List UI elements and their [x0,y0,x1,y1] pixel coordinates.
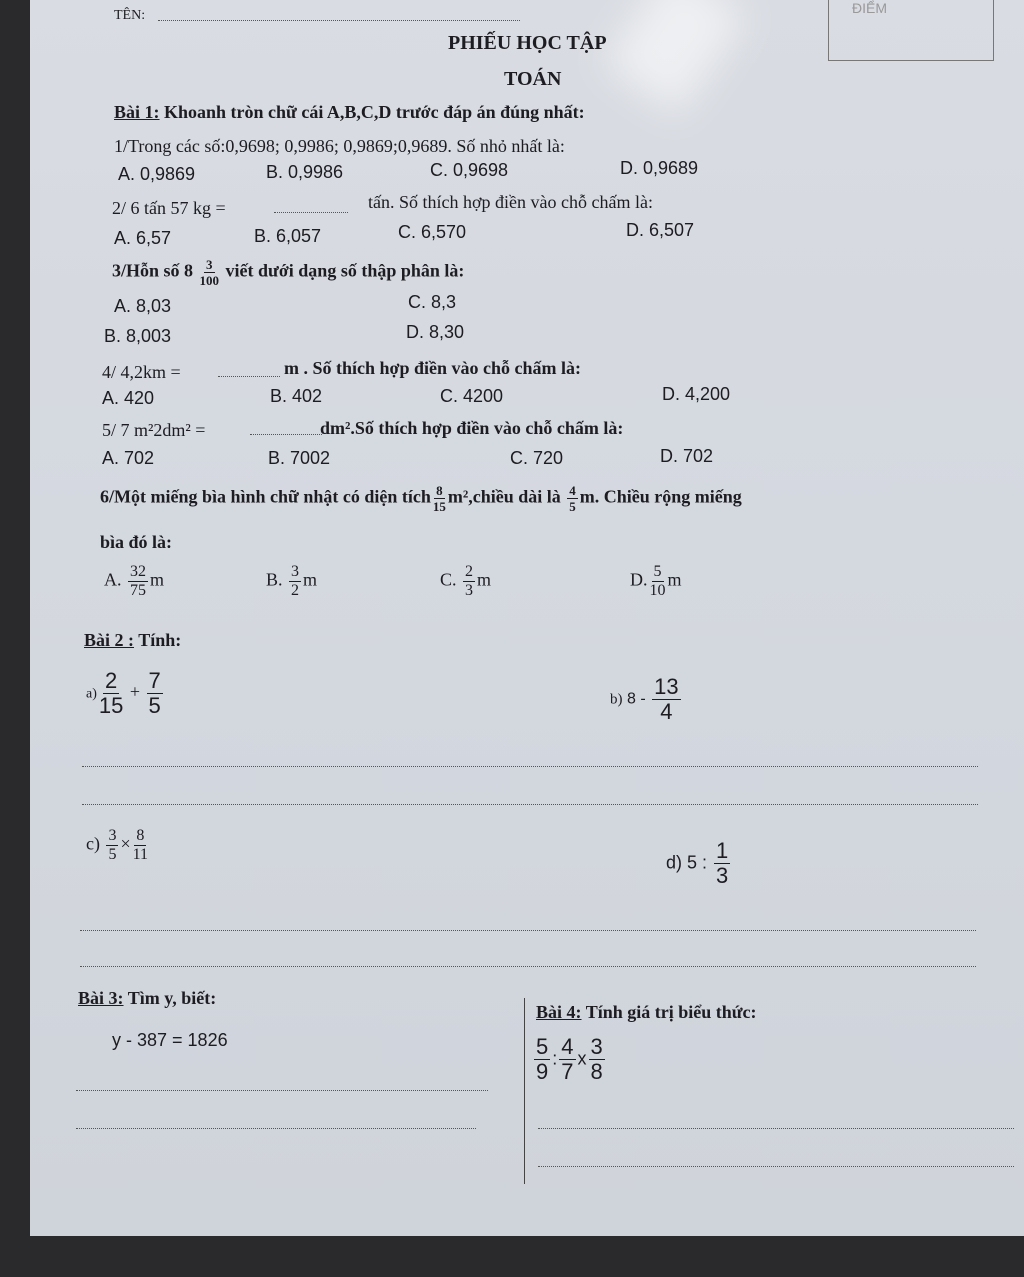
q6-text1: 6/Một miếng bìa hình chữ nhật có diện tích [100,486,431,507]
q5-prefix: 5/ 7 m²2dm² = [102,420,206,440]
bai4-line [536,1002,757,1023]
bai4-frac1 [534,1036,550,1083]
q6-d-num: 5 [653,563,662,580]
bai2-c [86,828,150,863]
q3-frac-den: 100 [199,273,220,288]
q6-area-fraction [433,484,446,513]
q3-suffix: viết dưới dạng số thập phân là: [225,260,465,281]
name-label: TÊN: [114,8,146,23]
q6-option-a[interactable] [104,564,164,599]
bai2-d-frac [714,840,730,887]
bai3-line [78,988,216,1009]
q3-option-c[interactable]: C. 8,3 [408,292,457,312]
q6-c-fraction [463,564,475,599]
q3-fraction [200,258,220,287]
bai1-instruction: Khoanh tròn chữ cái A,B,C,D trước đáp án đúng nhất: [164,102,585,122]
bai4-expression [532,1036,607,1083]
q4-option-a[interactable]: A. 420 [102,388,155,408]
q5-option-d[interactable]: D. 702 [660,446,714,466]
q5-option-c[interactable]: C. 720 [510,448,564,468]
q6-length-num: 4 [569,483,576,498]
q3-option-b[interactable]: B. 8,003 [104,326,172,346]
q6-a-label: A. [104,569,122,590]
q1-option-d[interactable]: D. 0,9689 [620,158,699,178]
bai2-b-frac [652,676,680,723]
q6-d-label: D. [630,569,648,590]
answer-line[interactable] [76,1128,476,1129]
page-title: PHIẾU HỌC TẬP [448,32,607,54]
q6-a-fraction [128,564,148,599]
answer-line[interactable] [82,804,978,805]
q3-option-d[interactable]: D. 8,30 [406,322,465,342]
bai4-heading: Bài 4: [536,1002,582,1022]
q6-option-c[interactable] [440,564,491,599]
bai2-a-frac2-num: 7 [148,668,161,693]
bai4-frac1-num: 5 [536,1034,549,1059]
q6-d-fraction [650,564,666,599]
bai4-frac3 [589,1036,605,1083]
worksheet-page [30,0,1024,1236]
bai2-a-op: + [129,681,141,702]
q2-option-b[interactable]: B. 6,057 [254,226,322,246]
q5-blank [250,434,322,435]
score-label: ĐIỂM [852,0,887,16]
q4-suffix: m . Số thích hợp điền vào chỗ chấm là: [284,358,581,378]
bai2-c-frac1-num: 3 [108,827,117,844]
answer-line[interactable] [80,966,976,967]
answer-line[interactable] [538,1166,1014,1167]
bai4-frac3-num: 3 [590,1034,603,1059]
q4-option-d[interactable]: D. 4,200 [662,384,731,404]
q5-option-a[interactable]: A. 702 [102,448,155,468]
bai2-a-frac1-den: 15 [98,693,124,718]
q1-option-c[interactable]: C. 0,9698 [430,160,509,180]
bai4-frac3-den: 8 [590,1059,603,1084]
bai4-frac2 [559,1036,575,1083]
q5-option-b[interactable]: B. 7002 [268,448,331,468]
bai4-op1: : [552,1048,558,1069]
bai2-a-frac1 [99,670,123,717]
bai4-frac2-den: 7 [561,1059,574,1084]
bai2-heading: Bài 2 : [84,630,135,650]
bai2-b [610,676,683,723]
bai2-a-frac2 [147,670,163,717]
q6-text3: m. Chiều rộng miếng [579,486,742,507]
q6-option-b[interactable] [266,564,317,599]
q6-line1 [100,484,742,513]
column-divider [524,998,525,1184]
q3-option-a[interactable]: A. 8,03 [114,296,172,316]
name-line [158,20,520,21]
bai1-heading: Bài 1: [114,102,160,122]
bai2-c-frac2 [133,828,148,863]
bai4-op2: x [577,1048,587,1069]
q3-prefix: 3/Hỗn số 8 [112,260,194,281]
q2-blank [274,212,348,213]
bai2-d [666,840,732,887]
bai4-frac1-den: 9 [536,1059,549,1084]
q2-option-d[interactable]: D. 6,507 [626,220,695,240]
q1-option-b[interactable]: B. 0,9986 [266,162,344,182]
bai2-line [84,630,181,651]
bai2-b-frac-den: 4 [660,699,673,724]
q6-b-unit: m [303,569,318,590]
bai3-equation: y - 387 = 1826 [112,1030,228,1050]
q6-length-den: 5 [569,499,576,514]
q6-a-unit: m [150,569,165,590]
q6-a-num: 32 [130,563,146,580]
q6-c-den: 3 [465,582,474,599]
bai2-d-frac-den: 3 [716,863,729,888]
q4-blank [218,376,280,377]
q6-c-unit: m [477,569,492,590]
bai4-title: Tính giá trị biểu thức: [585,1002,757,1022]
bai1-line [114,102,585,123]
bai2-c-label: c) [86,833,100,854]
bai2-c-op: × [120,833,131,854]
q3-frac-num: 3 [206,257,213,272]
q6-option-d[interactable] [630,564,682,599]
q2-option-a[interactable]: A. 6,57 [114,228,172,248]
bai2-a-label: a) [86,686,97,702]
q2-option-c[interactable]: C. 6,570 [398,222,467,242]
answer-line[interactable] [82,766,978,767]
answer-line[interactable] [76,1090,488,1091]
bai2-c-frac1 [106,828,118,863]
q6-text2: m²,chiều dài là [447,486,561,507]
subject-title: TOÁN [504,68,562,90]
q1-text: 1/Trong các số:0,9698; 0,9986; 0,9869;0,9689. Số nhỏ nhất là: [114,136,565,156]
bai2-a [86,670,165,717]
bai3-title: Tìm y, biết: [127,988,217,1008]
q6-b-den: 2 [291,582,300,599]
bai2-c-frac1-den: 5 [108,846,117,863]
bai2-b-whole: 8 - [627,690,646,708]
q3-line [112,258,464,287]
q6-area-num: 8 [436,483,443,498]
q4-option-c[interactable]: C. 4200 [440,386,504,406]
q1-option-a[interactable]: A. 0,9869 [118,164,196,184]
answer-line[interactable] [80,930,976,931]
bai2-a-frac1-num: 2 [105,668,118,693]
q6-b-fraction [289,564,301,599]
q6-c-label: C. [440,569,457,590]
bai2-d-frac-num: 1 [716,838,729,863]
q6-length-fraction [567,484,578,513]
bai2-d-label: d) 5 : [666,852,708,873]
q4-prefix: 4/ 4,2km = [102,362,181,382]
q6-a-den: 75 [130,582,146,599]
q6-line2: bìa đó là: [100,532,173,552]
q6-d-unit: m [667,569,682,590]
q5-suffix: dm².Số thích hợp điền vào chỗ chấm là: [320,418,624,438]
bai2-b-label: b) [610,691,623,708]
q2-suffix: tấn. Số thích hợp điền vào chỗ chấm là: [368,192,653,212]
q6-b-label: B. [266,569,283,590]
q6-area-den: 15 [432,499,446,514]
q2-prefix: 2/ 6 tấn 57 kg = [112,198,226,218]
q6-c-num: 2 [465,563,474,580]
bai4-frac2-num: 4 [561,1034,574,1059]
light-glare [604,0,747,115]
bai2-c-frac2-num: 8 [136,827,145,844]
q6-d-den: 10 [649,582,666,599]
bai2-title: Tính: [138,630,182,650]
bai3-heading: Bài 3: [78,988,124,1008]
bai2-c-frac2-den: 11 [132,846,149,863]
bai2-b-frac-num: 13 [654,674,679,699]
q6-b-num: 3 [291,563,300,580]
bai2-a-frac2-den: 5 [148,693,161,718]
q4-option-b[interactable]: B. 402 [270,386,323,406]
answer-line[interactable] [538,1128,1014,1129]
